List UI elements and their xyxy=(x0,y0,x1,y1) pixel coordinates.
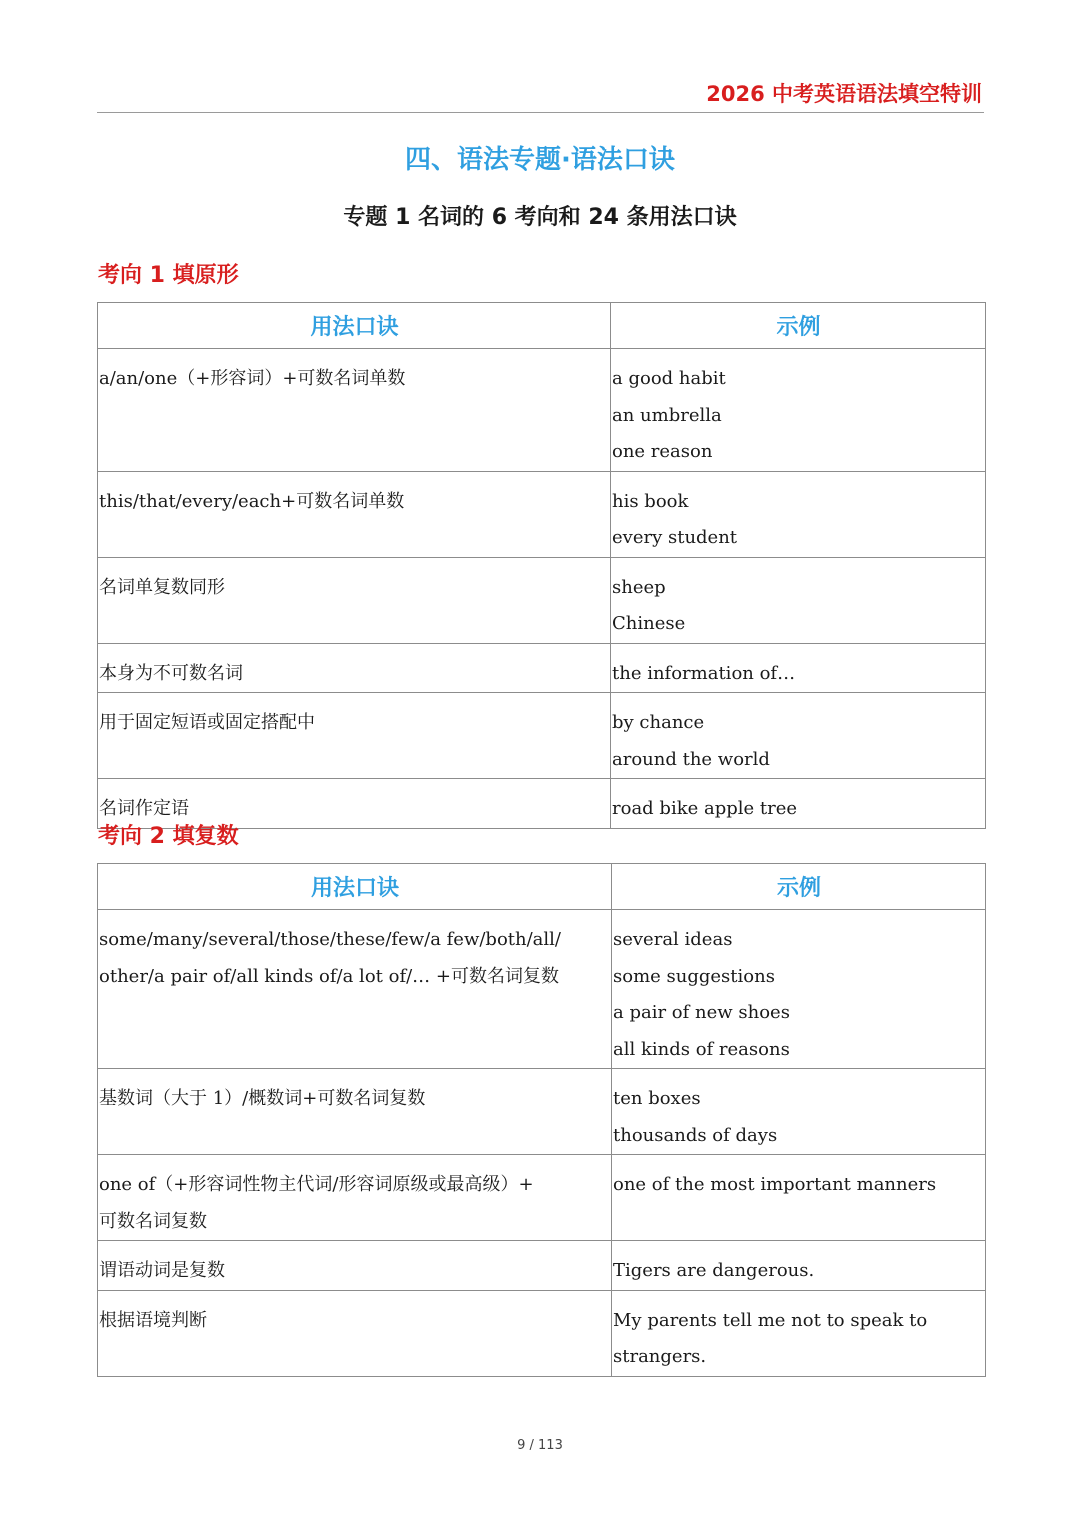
example-text: his book xyxy=(612,490,689,512)
rule-cell xyxy=(98,1155,612,1241)
section-2-table xyxy=(97,863,986,1377)
rule-text: 本身为不可数名词 xyxy=(99,662,243,684)
table-row xyxy=(98,1155,986,1241)
rule-text: 根据语境判断 xyxy=(99,1309,207,1331)
example-cell xyxy=(612,1155,986,1241)
rule-text: a/an/one（+形容词）+可数名词单数 xyxy=(99,368,406,389)
table-row xyxy=(98,349,986,472)
rule-text: 用于固定短语或固定搭配中 xyxy=(99,712,315,733)
table-row xyxy=(98,910,986,1069)
example-text: one reason xyxy=(612,441,713,462)
rule-text: this/that/every/each+可数名词单数 xyxy=(99,490,405,512)
topic-title: 专题 1 名词的 6 考向和 24 条用法口诀 xyxy=(343,205,737,230)
example-cell xyxy=(611,349,986,472)
table-header-row xyxy=(98,864,986,910)
rule-cell xyxy=(98,349,611,472)
example-cell xyxy=(611,779,986,829)
table-row xyxy=(98,471,986,557)
rule-text: one of（+形容词性物主代词/形容词原级或最高级）+ xyxy=(99,1174,534,1195)
column-header-example: 示例 xyxy=(612,864,986,910)
example-text: sheep xyxy=(612,576,666,598)
section-1-table xyxy=(97,302,986,829)
example-cell xyxy=(611,693,986,779)
rule-cell xyxy=(98,643,611,693)
rule-cell xyxy=(98,1241,612,1291)
rule-text: 名词单复数同形 xyxy=(99,576,225,598)
table-row xyxy=(98,693,986,779)
example-cell xyxy=(612,910,986,1069)
example-text: road bike apple tree xyxy=(612,798,798,819)
rule-cell xyxy=(98,1069,612,1155)
rule-cell xyxy=(98,557,611,643)
example-text: My parents tell me not to speak to xyxy=(613,1309,928,1331)
rule-cell xyxy=(98,471,611,557)
example-cell xyxy=(612,1290,986,1376)
table-row xyxy=(98,1069,986,1155)
example-text: by chance xyxy=(612,712,705,733)
table-row xyxy=(98,1290,986,1376)
table-header-row xyxy=(98,303,986,349)
header-divider xyxy=(97,112,984,113)
rule-text: 基数词（大于 1）/概数词+可数名词复数 xyxy=(99,1088,426,1109)
example-text: strangers. xyxy=(613,1346,707,1367)
section-1-title: 考向 1 填原形 xyxy=(98,263,239,288)
example-text: Tigers are dangerous. xyxy=(613,1260,815,1281)
rule-text: other/a pair of/all kinds of/a lot of/… +可数名词复数 xyxy=(99,965,559,987)
example-cell xyxy=(611,471,986,557)
example-cell xyxy=(612,1069,986,1155)
example-cell xyxy=(611,557,986,643)
example-text: the information of… xyxy=(612,662,796,684)
rule-cell xyxy=(98,1290,612,1376)
table-row xyxy=(98,557,986,643)
example-text: an umbrella xyxy=(612,404,722,426)
table-row xyxy=(98,1241,986,1291)
rule-cell xyxy=(98,693,611,779)
rule-text: 名词作定语 xyxy=(99,798,189,819)
page-number: 9 / 113 xyxy=(517,1438,563,1453)
example-text: around the world xyxy=(612,748,770,770)
document-header-title: 2026 中考英语语法填空特训 xyxy=(706,82,982,106)
example-text: every student xyxy=(612,527,738,548)
example-text: Chinese xyxy=(612,613,686,634)
chapter-title: 四、语法专题·语法口诀 xyxy=(405,145,675,175)
example-text: one of the most important manners xyxy=(613,1174,937,1195)
example-text: some suggestions xyxy=(613,965,775,987)
example-text: a good habit xyxy=(612,368,726,389)
example-text: several ideas xyxy=(613,929,733,950)
table-row xyxy=(98,643,986,693)
section-2-title: 考向 2 填复数 xyxy=(98,824,239,849)
example-cell xyxy=(611,643,986,693)
example-text: ten boxes xyxy=(613,1088,701,1109)
example-cell xyxy=(612,1241,986,1291)
example-text: a pair of new shoes xyxy=(613,1002,790,1023)
rule-text: 可数名词复数 xyxy=(99,1210,207,1232)
column-header-rule: 用法口诀 xyxy=(98,303,611,349)
column-header-rule: 用法口诀 xyxy=(98,864,612,910)
rule-text: some/many/several/those/these/few/a few/both/all/ xyxy=(99,929,561,950)
rule-text: 谓语动词是复数 xyxy=(99,1260,225,1281)
example-text: thousands of days xyxy=(613,1124,778,1146)
column-header-example: 示例 xyxy=(611,303,986,349)
rule-cell xyxy=(98,910,612,1069)
example-text: all kinds of reasons xyxy=(613,1038,790,1060)
